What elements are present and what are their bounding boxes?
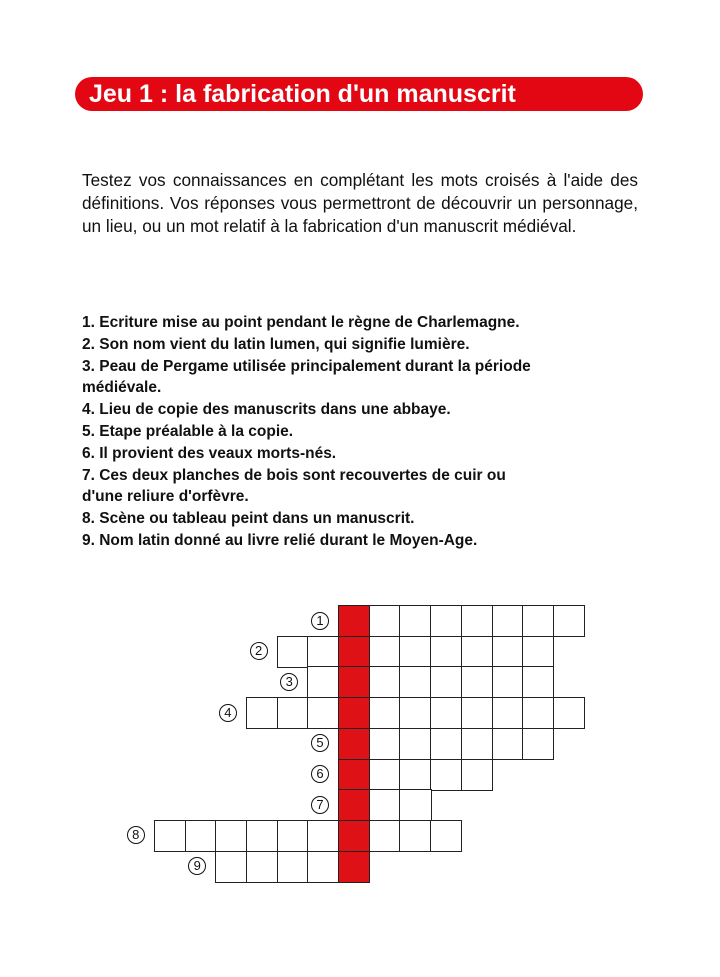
definition-7-continued: d'une reliure d'orfèvre. [82, 488, 249, 506]
crossword-key-cell[interactable] [338, 728, 370, 760]
crossword-cell[interactable] [277, 820, 309, 852]
crossword-cell[interactable] [461, 697, 493, 729]
crossword-row-number: 8 [127, 826, 145, 844]
crossword-cell[interactable] [399, 728, 431, 760]
crossword-cell[interactable] [307, 636, 339, 668]
crossword-cell[interactable] [369, 605, 401, 637]
crossword-key-cell[interactable] [338, 851, 370, 883]
crossword-cell[interactable] [369, 636, 401, 668]
crossword-cell[interactable] [399, 789, 431, 821]
crossword-cell[interactable] [492, 697, 524, 729]
definition-4: 4. Lieu de copie des manuscrits dans une abbaye. [82, 401, 451, 419]
crossword-cell[interactable] [522, 666, 554, 698]
crossword-row-number: 6 [311, 765, 329, 783]
crossword-cell[interactable] [246, 697, 278, 729]
crossword-cell[interactable] [215, 851, 247, 883]
crossword-cell[interactable] [399, 605, 431, 637]
crossword-key-cell[interactable] [338, 636, 370, 668]
crossword-cell[interactable] [277, 636, 309, 668]
crossword-cell[interactable] [369, 820, 401, 852]
crossword-key-cell[interactable] [338, 759, 370, 791]
crossword-cell[interactable] [430, 820, 462, 852]
crossword-cell[interactable] [307, 666, 339, 698]
definitions-list [82, 312, 642, 552]
definition-3-continued: médiévale. [82, 379, 162, 397]
definition-7: 7. Ces deux planches de bois sont recouvertes de cuir ou [82, 466, 506, 484]
crossword-cell[interactable] [430, 605, 462, 637]
definition-8: 8. Scène ou tableau peint dans un manuscrit. [82, 510, 415, 528]
crossword-cell[interactable] [307, 697, 339, 729]
crossword-cell[interactable] [430, 666, 462, 698]
crossword-key-cell[interactable] [338, 666, 370, 698]
crossword-row-number: 3 [280, 673, 298, 691]
crossword-cell[interactable] [430, 636, 462, 668]
intro-paragraph: Testez vos connaissances en complétant les mots croisés à l'aide des définitions. Vos réponses vous permettront de découvrir un personnage, un lieu, ou un mot relatif à la fabrication d'un manuscrit médiéval. [82, 170, 638, 236]
crossword-row-number: 5 [311, 734, 329, 752]
definition-6: 6. Il provient des veaux morts-nés. [82, 444, 337, 462]
crossword-cell[interactable] [430, 697, 462, 729]
crossword-cell[interactable] [430, 759, 462, 791]
crossword-cell[interactable] [492, 605, 524, 637]
crossword-cell[interactable] [492, 728, 524, 760]
definition-2: 2. Son nom vient du latin lumen, qui signifie lumière. [82, 335, 470, 353]
crossword-key-cell[interactable] [338, 820, 370, 852]
crossword-cell[interactable] [246, 820, 278, 852]
crossword-cell[interactable] [492, 666, 524, 698]
crossword-cell[interactable] [461, 605, 493, 637]
crossword-cell[interactable] [553, 697, 585, 729]
crossword-cell[interactable] [307, 851, 339, 883]
crossword-cell[interactable] [399, 697, 431, 729]
crossword-cell[interactable] [215, 820, 247, 852]
crossword-cell[interactable] [553, 605, 585, 637]
crossword-cell[interactable] [461, 666, 493, 698]
crossword-cell[interactable] [522, 636, 554, 668]
crossword-cell[interactable] [369, 789, 401, 821]
crossword-key-cell[interactable] [338, 789, 370, 821]
crossword-cell[interactable] [369, 666, 401, 698]
crossword-cell[interactable] [461, 636, 493, 668]
crossword-cell[interactable] [399, 636, 431, 668]
definition-1: 1. Ecriture mise au point pendant le règne de Charlemagne. [82, 314, 520, 331]
crossword-row-number: 1 [311, 612, 329, 630]
crossword-cell[interactable] [277, 851, 309, 883]
crossword-cell[interactable] [522, 605, 554, 637]
crossword-row-number: 9 [188, 857, 206, 875]
crossword-key-cell[interactable] [338, 697, 370, 729]
crossword-cell[interactable] [307, 820, 339, 852]
crossword-cell[interactable] [461, 759, 493, 791]
crossword-cell[interactable] [154, 820, 186, 852]
definition-9: 9. Nom latin donné au livre relié durant le Moyen-Age. [82, 531, 478, 549]
crossword-cell[interactable] [369, 697, 401, 729]
crossword-cell[interactable] [461, 728, 493, 760]
crossword-key-cell[interactable] [338, 605, 370, 637]
definition-3: 3. Peau de Pergame utilisée principalement durant la période [82, 357, 531, 375]
page-title: Jeu 1 : la fabrication d'un manuscrit [75, 77, 643, 111]
crossword-cell[interactable] [492, 636, 524, 668]
crossword-cell[interactable] [277, 697, 309, 729]
crossword-cell[interactable] [522, 728, 554, 760]
crossword-cell[interactable] [399, 759, 431, 791]
crossword-cell[interactable] [369, 728, 401, 760]
crossword-cell[interactable] [246, 851, 278, 883]
definition-5: 5. Etape préalable à la copie. [82, 422, 294, 440]
crossword-row-number: 4 [219, 704, 237, 722]
crossword-cell[interactable] [185, 820, 217, 852]
crossword-cell[interactable] [430, 728, 462, 760]
crossword-cell[interactable] [399, 820, 431, 852]
crossword-cell[interactable] [522, 697, 554, 729]
crossword-row-number: 7 [311, 796, 329, 814]
crossword-row-number: 2 [250, 642, 268, 660]
crossword-cell[interactable] [399, 666, 431, 698]
crossword-cell[interactable] [369, 759, 401, 791]
